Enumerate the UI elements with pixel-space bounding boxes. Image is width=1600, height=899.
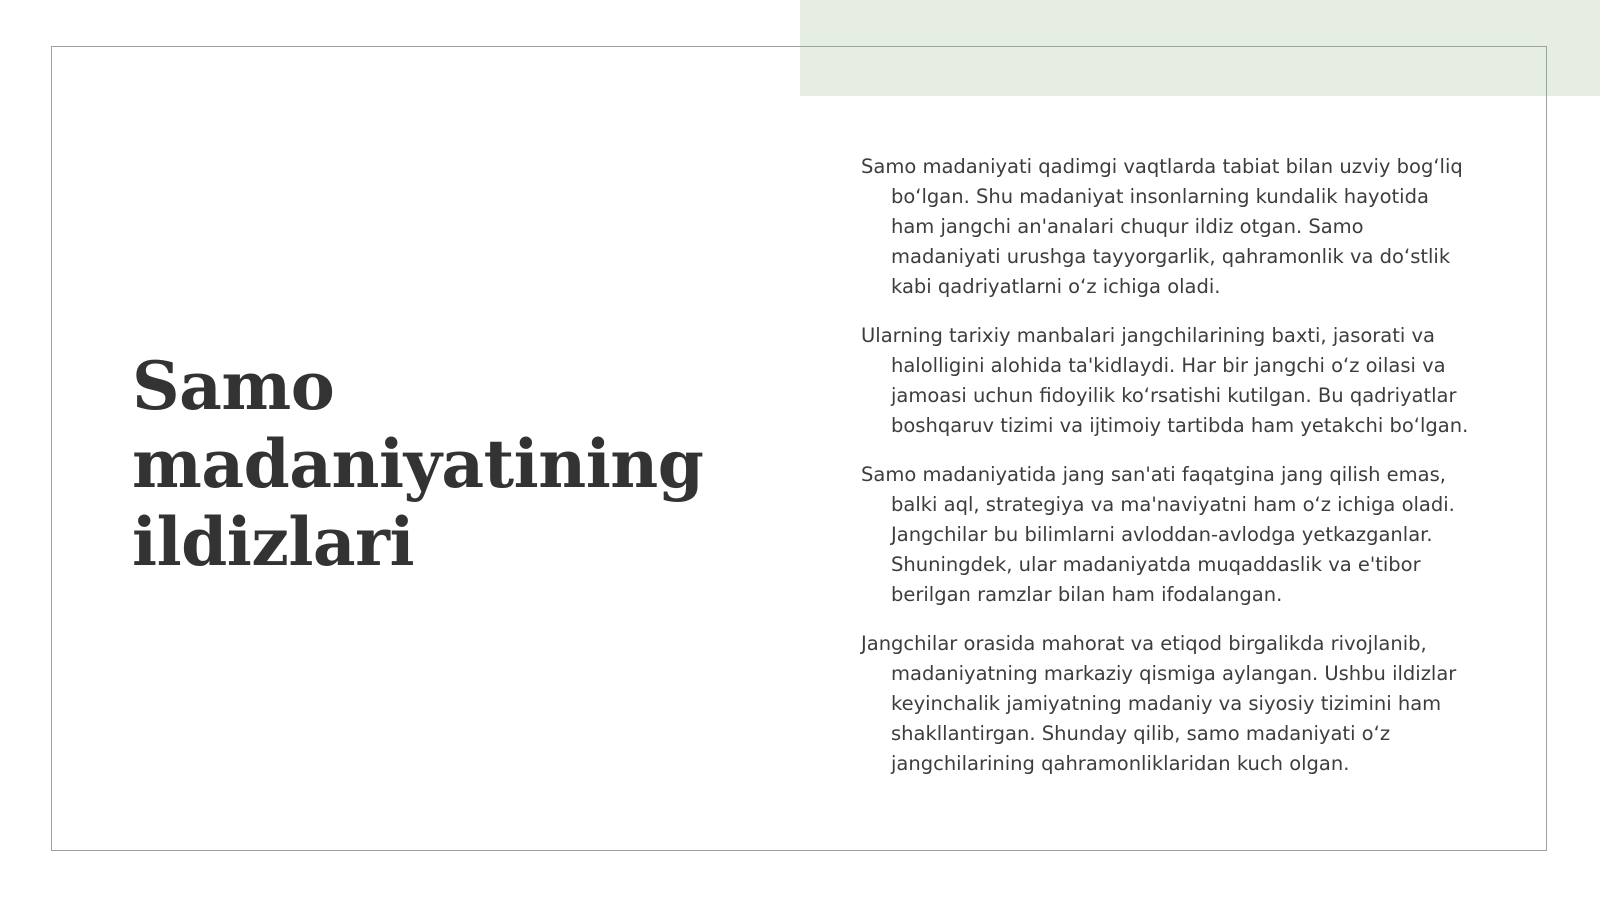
paragraph: Samo madaniyati qadimgi vaqtlarda tabiat bilan uzviy bog‘liq bo‘lgan. Shu madaniyat insonlarning kundalik hayotida ham jangchi an'analari chuqur ildiz otgan. Samo madaniyati urushga tayyorgarlik, qahramonlik va do‘stlik kabi qadriyatlarni o‘z ichiga oladi. (861, 155, 1463, 298)
paragraph: Samo madaniyatida jang san'ati faqatgina jang qilish emas, balki aql, strategiya va ma'naviyatni ham o‘z ichiga oladi. Jangchilar bu bilimlarni avloddan-avlodga yetkazganlar. Shuningdek, ular madaniyatda muqaddaslik va e'tibor berilgan ramzlar bilan ham ifodalangan. (861, 463, 1455, 606)
paragraph: Ularning tarixiy manbalari jangchilarining baxti, jasorati va halolligini alohida ta'kidlaydi. Har bir jangchi o‘z oilasi va jamoasi uchun fidoyilik ko‘rsatishi kutilgan. Bu qadriyatlar boshqaruv tizimi va ijtimoiy tartibda ham yetakchi bo‘lgan. (861, 324, 1469, 437)
slide-title: Samo madaniyatining ildizlari (132, 347, 704, 581)
body-text (861, 152, 1471, 798)
paragraph: Jangchilar orasida mahorat va etiqod birgalikda rivojlanib, madaniyatning markaziy qismiga aylangan. Ushbu ildizlar keyinchalik jamiyatning madaniy va siyosiy tizimini ham shakllantirgan. Shunday qilib, samo madaniyati o‘z jangchilarining qahramonliklaridan kuch olgan. (861, 632, 1457, 775)
